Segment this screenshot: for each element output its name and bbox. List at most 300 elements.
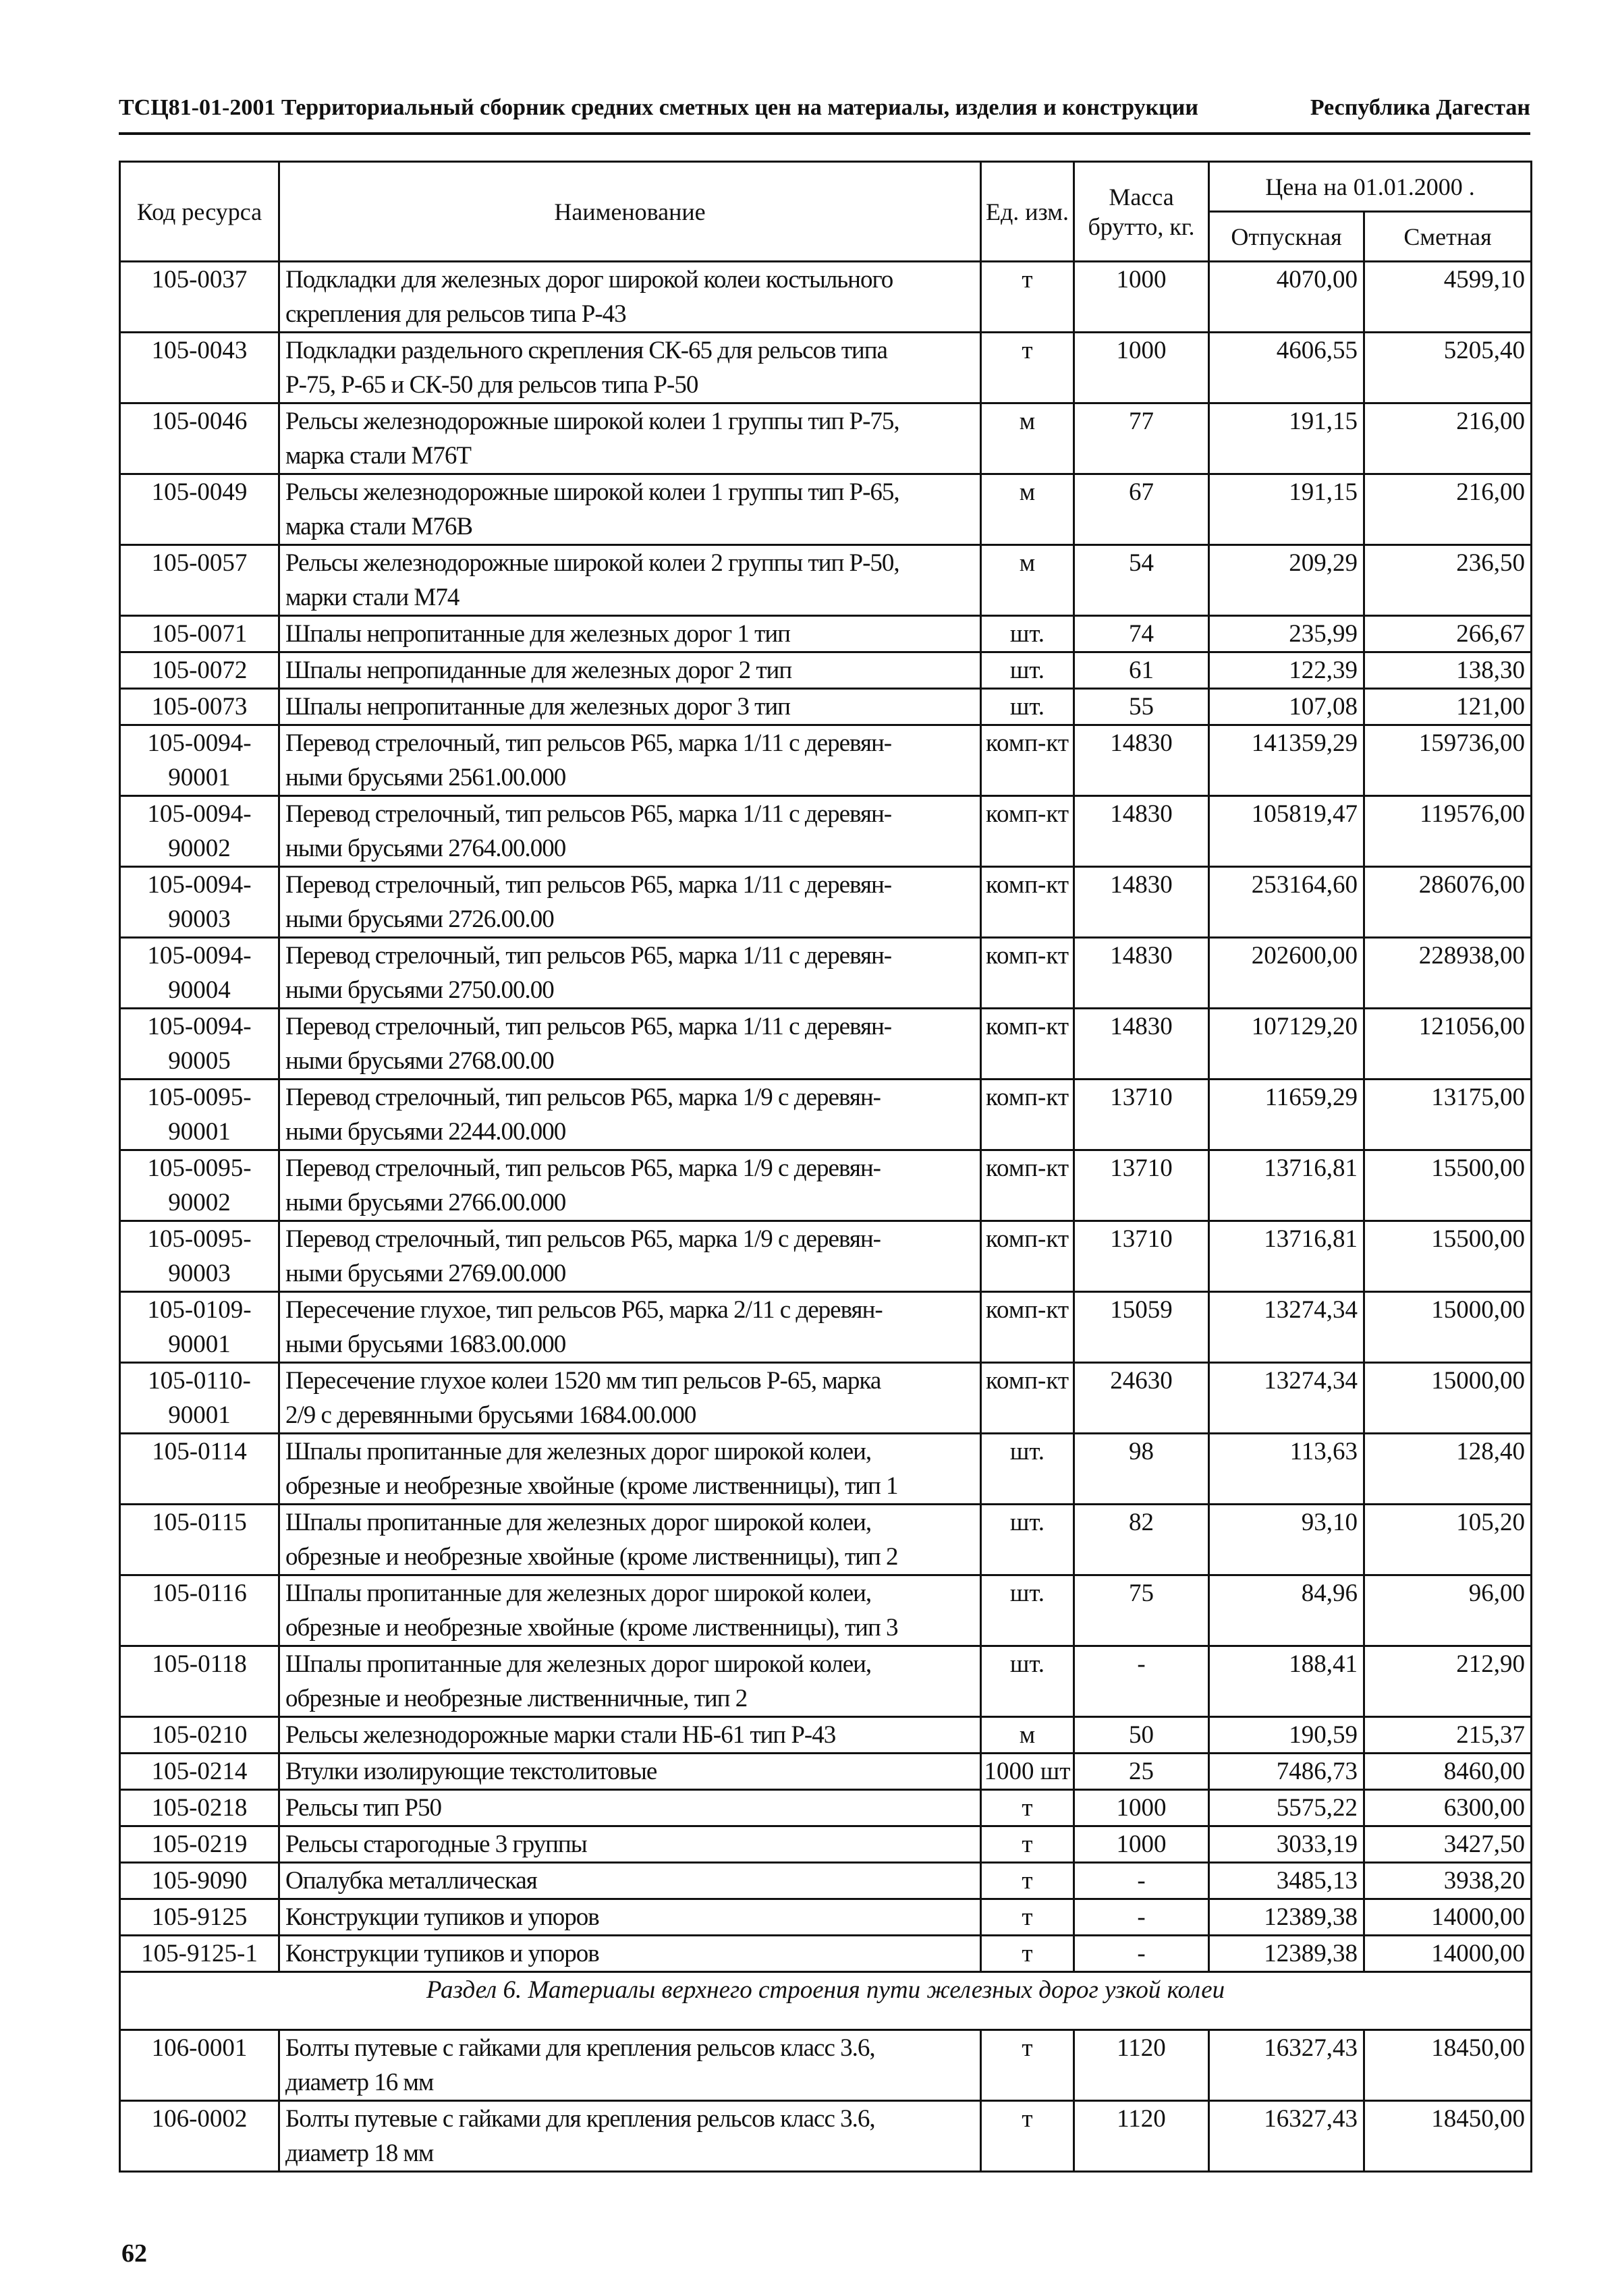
release-price-cell: 12389,38 <box>1209 1899 1364 1936</box>
unit-cell: шт. <box>981 1505 1074 1575</box>
mass-cell: 74 <box>1074 616 1209 652</box>
resource-code <box>120 1292 279 1363</box>
estimate-price-cell: 13175,00 <box>1364 1080 1532 1150</box>
item-name-line: диаметр 16 мм <box>285 2069 434 2096</box>
unit-cell: т <box>981 1863 1074 1899</box>
item-name-line: Конструкции тупиков и упоров <box>285 1903 599 1931</box>
unit-cell: м <box>981 474 1074 545</box>
item-name <box>279 1009 981 1080</box>
item-name-line: Шпалы пропитанные для железных дорог широкой колеи, <box>285 1579 872 1607</box>
resource-code-line: 105-0110- <box>148 1367 251 1395</box>
resource-code-line: 105-9125-1 <box>141 1940 258 1967</box>
item-name-line: Подкладки раздельного скрепления СК-65 для рельсов типа <box>285 337 887 364</box>
unit-cell: т <box>981 1936 1074 1972</box>
unit-cell: комп-кт <box>981 867 1074 938</box>
table-body-section-6 <box>120 2030 1532 2172</box>
unit-cell: м <box>981 403 1074 474</box>
item-name-line: Опалубка металлическая <box>285 1867 537 1895</box>
unit-cell: комп-кт <box>981 1009 1074 1080</box>
resource-code-line: 105-0218 <box>151 1794 248 1822</box>
mass-cell: - <box>1074 1863 1209 1899</box>
mass-cell: - <box>1074 1899 1209 1936</box>
item-name-line: ными брусьями 2769.00.000 <box>285 1260 566 1287</box>
estimate-price-cell: 18450,00 <box>1364 2101 1532 2172</box>
page-number: 62 <box>121 2239 147 2268</box>
release-price-cell: 13716,81 <box>1209 1221 1364 1292</box>
release-price-cell: 107129,20 <box>1209 1009 1364 1080</box>
resource-code <box>120 262 279 333</box>
item-name <box>279 262 981 333</box>
item-name <box>279 1363 981 1434</box>
item-name-line: Болты путевые с гайками для крепления рельсов класс 3.6, <box>285 2105 875 2133</box>
item-name-line: Пересечение глухое, тип рельсов Р65, марка 2/11 с деревян- <box>285 1296 883 1324</box>
mass-cell: 50 <box>1074 1717 1209 1754</box>
resource-code-line: 105-0115 <box>152 1509 247 1536</box>
estimate-price-cell: 128,40 <box>1364 1434 1532 1505</box>
unit-cell: м <box>981 545 1074 616</box>
resource-code-line: 90001 <box>168 1331 231 1358</box>
estimate-price-cell: 266,67 <box>1364 616 1532 652</box>
unit-cell: шт. <box>981 689 1074 725</box>
estimate-price-cell: 15500,00 <box>1364 1150 1532 1221</box>
table-row <box>120 1434 1532 1505</box>
table-row <box>120 689 1532 725</box>
resource-code-line: 105-0094- <box>147 729 252 757</box>
item-name <box>279 689 981 725</box>
table-row <box>120 1150 1532 1221</box>
mass-cell: 14830 <box>1074 938 1209 1009</box>
table-row <box>120 616 1532 652</box>
resource-code-line: 90001 <box>168 764 231 791</box>
resource-code <box>120 1790 279 1826</box>
item-name-line: Перевод стрелочный, тип рельсов Р65, марка 1/11 с деревян- <box>285 1013 892 1040</box>
release-price-cell: 4606,55 <box>1209 333 1364 403</box>
item-name-line: обрезные и необрезные хвойные (кроме лиственницы), тип 2 <box>285 1543 898 1571</box>
unit-cell: комп-кт <box>981 1221 1074 1292</box>
unit-cell: шт. <box>981 1434 1074 1505</box>
item-name <box>279 474 981 545</box>
release-price-cell: 113,63 <box>1209 1434 1364 1505</box>
item-name <box>279 1575 981 1646</box>
estimate-price-cell: 105,20 <box>1364 1505 1532 1575</box>
table-row <box>120 1717 1532 1754</box>
release-price-cell: 3485,13 <box>1209 1863 1364 1899</box>
item-name <box>279 1717 981 1754</box>
item-name <box>279 1899 981 1936</box>
table-row <box>120 867 1532 938</box>
unit-cell: комп-кт <box>981 1292 1074 1363</box>
mass-cell: 14830 <box>1074 725 1209 796</box>
unit-cell: шт. <box>981 1646 1074 1717</box>
col-header-release-price: Отпускная <box>1209 212 1364 262</box>
header-title: ТСЦ81-01-2001 Территориальный сборник средних сметных цен на материалы, изделия и конструкции <box>119 95 1198 120</box>
table-row <box>120 1826 1532 1863</box>
mass-cell: 1000 <box>1074 1790 1209 1826</box>
resource-code-line: 105-0072 <box>151 656 248 684</box>
item-name-line: скрепления для рельсов типа Р-43 <box>285 300 626 328</box>
item-name <box>279 796 981 867</box>
item-name <box>279 1221 981 1292</box>
resource-code-line: 90002 <box>168 1189 231 1216</box>
item-name-line: Шпалы пропитанные для железных дорог широкой колеи, <box>285 1438 872 1465</box>
resource-code-line: 90002 <box>168 835 231 862</box>
item-name-line: Рельсы железнодорожные марки стали НБ-61 тип Р-43 <box>285 1721 836 1749</box>
item-name <box>279 2101 981 2172</box>
resource-code-line: 90001 <box>168 1401 231 1429</box>
resource-code <box>120 1575 279 1646</box>
mass-cell: 14830 <box>1074 796 1209 867</box>
item-name <box>279 1150 981 1221</box>
resource-code <box>120 1863 279 1899</box>
item-name-line: обрезные и необрезные хвойные (кроме лиственницы), тип 1 <box>285 1472 898 1500</box>
item-name <box>279 616 981 652</box>
resource-code <box>120 867 279 938</box>
item-name-line: Шпалы непропитанные для железных дорог 1 тип <box>285 620 790 648</box>
table-row <box>120 652 1532 689</box>
table-row <box>120 725 1532 796</box>
estimate-price-cell: 15000,00 <box>1364 1292 1532 1363</box>
unit-cell: т <box>981 1899 1074 1936</box>
item-name <box>279 867 981 938</box>
unit-cell: т <box>981 333 1074 403</box>
estimate-price-cell: 15000,00 <box>1364 1363 1532 1434</box>
table-row <box>120 545 1532 616</box>
resource-code <box>120 333 279 403</box>
release-price-cell: 107,08 <box>1209 689 1364 725</box>
table-row <box>120 1790 1532 1826</box>
release-price-cell: 16327,43 <box>1209 2030 1364 2101</box>
release-price-cell: 188,41 <box>1209 1646 1364 1717</box>
estimate-price-cell: 3938,20 <box>1364 1863 1532 1899</box>
item-name <box>279 1863 981 1899</box>
item-name-line: Шпалы непропитанные для железных дорог 3 тип <box>285 693 790 721</box>
release-price-cell: 3033,19 <box>1209 1826 1364 1863</box>
item-name-line: Перевод стрелочный, тип рельсов Р65, марка 1/11 с деревян- <box>285 942 892 970</box>
resource-code-line: 90004 <box>168 976 231 1004</box>
resource-code-line: 105-0094- <box>147 800 252 828</box>
mass-cell: 75 <box>1074 1575 1209 1646</box>
estimate-price-cell: 4599,10 <box>1364 262 1532 333</box>
unit-cell: т <box>981 2101 1074 2172</box>
mass-cell: 15059 <box>1074 1292 1209 1363</box>
table-row <box>120 1646 1532 1717</box>
estimate-price-cell: 159736,00 <box>1364 725 1532 796</box>
estimate-price-cell: 15500,00 <box>1364 1221 1532 1292</box>
release-price-cell: 16327,43 <box>1209 2101 1364 2172</box>
item-name-line: ными брусьями 2750.00.00 <box>285 976 554 1004</box>
table-row <box>120 1009 1532 1080</box>
mass-cell: 14830 <box>1074 1009 1209 1080</box>
item-name-line: Втулки изолирующие текстолитовые <box>285 1758 657 1785</box>
item-name-line: ными брусьями 2764.00.000 <box>285 835 566 862</box>
section-title: Раздел 6. Материалы верхнего строения пути железных дорог узкой колеи <box>120 1972 1532 2030</box>
resource-code-line: 105-0046 <box>151 408 248 435</box>
table-row <box>120 1899 1532 1936</box>
item-name-line: Перевод стрелочный, тип рельсов Р65, марка 1/11 с деревян- <box>285 729 892 757</box>
unit-cell: комп-кт <box>981 938 1074 1009</box>
page-header <box>119 88 1530 128</box>
item-name <box>279 333 981 403</box>
item-name-line: марка стали М76Т <box>285 442 471 470</box>
resource-code-line: 105-0049 <box>151 478 248 506</box>
resource-code <box>120 1080 279 1150</box>
col-header-estimate-price: Сметная <box>1364 212 1532 262</box>
release-price-cell: 13274,34 <box>1209 1363 1364 1434</box>
release-price-cell: 122,39 <box>1209 652 1364 689</box>
estimate-price-cell: 216,00 <box>1364 403 1532 474</box>
mass-cell: 13710 <box>1074 1221 1209 1292</box>
resource-code-line: 105-0219 <box>151 1830 248 1858</box>
item-name-line: Рельсы железнодорожные широкой колеи 1 группы тип Р-65, <box>285 478 899 506</box>
item-name-line: Шпалы пропитанные для железных дорог широкой колеи, <box>285 1650 872 1678</box>
resource-code-line: 90005 <box>168 1047 231 1075</box>
release-price-cell: 235,99 <box>1209 616 1364 652</box>
release-price-cell: 253164,60 <box>1209 867 1364 938</box>
resource-code <box>120 616 279 652</box>
mass-cell: 1000 <box>1074 262 1209 333</box>
mass-cell: 67 <box>1074 474 1209 545</box>
release-price-cell: 4070,00 <box>1209 262 1364 333</box>
item-name-line: Рельсы старогодные 3 группы <box>285 1830 587 1858</box>
resource-code-line: 105-0071 <box>151 620 248 648</box>
item-name-line: ными брусьями 1683.00.000 <box>285 1331 566 1358</box>
mass-cell: 1000 <box>1074 1826 1209 1863</box>
item-name-line: Подкладки для железных дорог широкой колеи костыльного <box>285 266 893 293</box>
resource-code <box>120 1826 279 1863</box>
table-row <box>120 333 1532 403</box>
header-region: Республика Дагестан <box>1310 95 1530 120</box>
release-price-cell: 141359,29 <box>1209 725 1364 796</box>
release-price-cell: 191,15 <box>1209 474 1364 545</box>
resource-code-line: 90003 <box>168 1260 231 1287</box>
estimate-price-cell: 14000,00 <box>1364 1899 1532 1936</box>
estimate-price-cell: 119576,00 <box>1364 796 1532 867</box>
resource-code-line: 105-9090 <box>151 1867 248 1895</box>
mass-cell: 14830 <box>1074 867 1209 938</box>
resource-code-line: 105-0118 <box>152 1650 247 1678</box>
release-price-cell: 5575,22 <box>1209 1790 1364 1826</box>
item-name-line: Шпалы пропитанные для железных дорог широкой колеи, <box>285 1509 872 1536</box>
unit-cell: 1000 шт <box>981 1754 1074 1790</box>
item-name-line: ными брусьями 2244.00.000 <box>285 1118 566 1146</box>
item-name-line: Шпалы непропиданные для железных дорог 2 тип <box>285 656 792 684</box>
release-price-cell: 105819,47 <box>1209 796 1364 867</box>
resource-code-line: 105-0116 <box>152 1579 247 1607</box>
release-price-cell: 7486,73 <box>1209 1754 1364 1790</box>
resource-code-line: 105-0057 <box>151 549 248 577</box>
item-name-line: Пересечение глухое колеи 1520 мм тип рельсов Р-65, марка <box>285 1367 881 1395</box>
unit-cell: шт. <box>981 652 1074 689</box>
mass-cell: 54 <box>1074 545 1209 616</box>
estimate-price-cell: 121056,00 <box>1364 1009 1532 1080</box>
estimate-price-cell: 14000,00 <box>1364 1936 1532 1972</box>
item-name-line: Рельсы тип Р50 <box>285 1794 441 1822</box>
mass-cell: 24630 <box>1074 1363 1209 1434</box>
unit-cell: т <box>981 1790 1074 1826</box>
table-row <box>120 1575 1532 1646</box>
resource-code-line: 105-9125 <box>151 1903 248 1931</box>
table-row <box>120 1936 1532 1972</box>
release-price-cell: 202600,00 <box>1209 938 1364 1009</box>
release-price-cell: 190,59 <box>1209 1717 1364 1754</box>
item-name <box>279 1936 981 1972</box>
estimate-price-cell: 216,00 <box>1364 474 1532 545</box>
unit-cell: м <box>981 1717 1074 1754</box>
table-row <box>120 1863 1532 1899</box>
mass-cell: 13710 <box>1074 1150 1209 1221</box>
release-price-cell: 13274,34 <box>1209 1292 1364 1363</box>
resource-code <box>120 1150 279 1221</box>
item-name-line: ными брусьями 2766.00.000 <box>285 1189 566 1216</box>
mass-cell: 25 <box>1074 1754 1209 1790</box>
unit-cell: т <box>981 262 1074 333</box>
release-price-cell: 11659,29 <box>1209 1080 1364 1150</box>
estimate-price-cell: 286076,00 <box>1364 867 1532 938</box>
item-name-line: Рельсы железнодорожные широкой колеи 1 группы тип Р-75, <box>285 408 899 435</box>
mass-cell: 77 <box>1074 403 1209 474</box>
resource-code-line: 105-0095- <box>147 1154 252 1182</box>
resource-code <box>120 1505 279 1575</box>
item-name <box>279 1826 981 1863</box>
item-name <box>279 1790 981 1826</box>
item-name-line: Конструкции тупиков и упоров <box>285 1940 599 1967</box>
resource-code-line: 105-0043 <box>151 337 248 364</box>
resource-code <box>120 545 279 616</box>
resource-code <box>120 403 279 474</box>
resource-code <box>120 1717 279 1754</box>
estimate-price-cell: 215,37 <box>1364 1717 1532 1754</box>
estimate-price-cell: 138,30 <box>1364 652 1532 689</box>
col-header-mass: Масса брутто, кг. <box>1074 162 1209 262</box>
resource-code <box>120 1221 279 1292</box>
mass-cell: 13710 <box>1074 1080 1209 1150</box>
resource-code <box>120 689 279 725</box>
resource-code <box>120 725 279 796</box>
col-header-price: Цена на 01.01.2000 . <box>1209 162 1532 212</box>
resource-code-line: 106-0002 <box>151 2105 248 2133</box>
item-name <box>279 652 981 689</box>
item-name-line: Рельсы железнодорожные широкой колеи 2 группы тип Р-50, <box>285 549 899 577</box>
resource-code <box>120 2030 279 2101</box>
item-name <box>279 1754 981 1790</box>
col-header-unit: Ед. изм. <box>981 162 1074 262</box>
item-name <box>279 1505 981 1575</box>
resource-code-line: 105-0095- <box>147 1225 252 1253</box>
table-row <box>120 1292 1532 1363</box>
item-name-line: Перевод стрелочный, тип рельсов Р65, марка 1/9 с деревян- <box>285 1084 881 1111</box>
resource-code-line: 105-0114 <box>152 1438 247 1465</box>
mass-cell: 1120 <box>1074 2101 1209 2172</box>
table-row <box>120 1080 1532 1150</box>
item-name <box>279 1646 981 1717</box>
resource-code-line: 105-0095- <box>147 1084 252 1111</box>
resource-code <box>120 1936 279 1972</box>
table-row <box>120 1505 1532 1575</box>
col-header-code: Код ресурса <box>120 162 279 262</box>
resource-code-line: 90001 <box>168 1118 231 1146</box>
item-name-line: Перевод стрелочный, тип рельсов Р65, марка 1/9 с деревян- <box>285 1154 881 1182</box>
item-name-line: обрезные и необрезные лиственничные, тип 2 <box>285 1685 748 1712</box>
unit-cell: шт. <box>981 1575 1074 1646</box>
resource-code <box>120 1434 279 1505</box>
item-name-line: Р-75, Р-65 и СК-50 для рельсов типа Р-50 <box>285 371 698 399</box>
item-name <box>279 403 981 474</box>
mass-cell: 82 <box>1074 1505 1209 1575</box>
table-row <box>120 938 1532 1009</box>
estimate-price-cell: 18450,00 <box>1364 2030 1532 2101</box>
item-name <box>279 2030 981 2101</box>
table-row <box>120 1363 1532 1434</box>
estimate-price-cell: 96,00 <box>1364 1575 1532 1646</box>
unit-cell: шт. <box>981 616 1074 652</box>
item-name <box>279 1434 981 1505</box>
table-row <box>120 474 1532 545</box>
estimate-price-cell: 228938,00 <box>1364 938 1532 1009</box>
resource-code-line: 105-0094- <box>147 871 252 899</box>
estimate-price-cell: 212,90 <box>1364 1646 1532 1717</box>
resource-code-line: 105-0073 <box>151 693 248 721</box>
release-price-cell: 84,96 <box>1209 1575 1364 1646</box>
resource-code <box>120 652 279 689</box>
resource-code <box>120 1363 279 1434</box>
item-name <box>279 545 981 616</box>
mass-cell: 55 <box>1074 689 1209 725</box>
resource-code-line: 105-0214 <box>151 1758 248 1785</box>
table-row <box>120 1754 1532 1790</box>
unit-cell: т <box>981 1826 1074 1863</box>
mass-cell: 61 <box>1074 652 1209 689</box>
resource-code <box>120 2101 279 2172</box>
table-row <box>120 796 1532 867</box>
table-row <box>120 1221 1532 1292</box>
item-name-line: Перевод стрелочный, тип рельсов Р65, марка 1/11 с деревян- <box>285 800 892 828</box>
resource-code-line: 105-0109- <box>147 1296 252 1324</box>
item-name <box>279 1080 981 1150</box>
item-name-line: 2/9 с деревянными брусьями 1684.00.000 <box>285 1401 696 1429</box>
mass-cell: 1000 <box>1074 333 1209 403</box>
mass-cell: - <box>1074 1936 1209 1972</box>
item-name <box>279 1292 981 1363</box>
resource-code-line: 90003 <box>168 905 231 933</box>
resource-code <box>120 474 279 545</box>
release-price-cell: 93,10 <box>1209 1505 1364 1575</box>
item-name-line: ными брусьями 2726.00.00 <box>285 905 554 933</box>
resource-code-line: 106-0001 <box>151 2034 248 2062</box>
unit-cell: комп-кт <box>981 1363 1074 1434</box>
unit-cell: комп-кт <box>981 725 1074 796</box>
estimate-price-cell: 121,00 <box>1364 689 1532 725</box>
estimate-price-cell: 3427,50 <box>1364 1826 1532 1863</box>
resource-code <box>120 796 279 867</box>
mass-cell: 1120 <box>1074 2030 1209 2101</box>
table-body <box>120 262 1532 1972</box>
item-name <box>279 938 981 1009</box>
item-name-line: Болты путевые с гайками для крепления рельсов класс 3.6, <box>285 2034 875 2062</box>
item-name <box>279 725 981 796</box>
resource-code-line: 105-0210 <box>151 1721 248 1749</box>
item-name-line: диаметр 18 мм <box>285 2139 434 2167</box>
release-price-cell: 12389,38 <box>1209 1936 1364 1972</box>
table-row <box>120 2101 1532 2172</box>
table-row <box>120 403 1532 474</box>
mass-cell: - <box>1074 1646 1209 1717</box>
item-name-line: марки стали М74 <box>285 584 459 611</box>
resource-code <box>120 938 279 1009</box>
unit-cell: комп-кт <box>981 1150 1074 1221</box>
resource-code <box>120 1646 279 1717</box>
mass-cell: 98 <box>1074 1434 1209 1505</box>
resource-code-line: 105-0094- <box>147 942 252 970</box>
